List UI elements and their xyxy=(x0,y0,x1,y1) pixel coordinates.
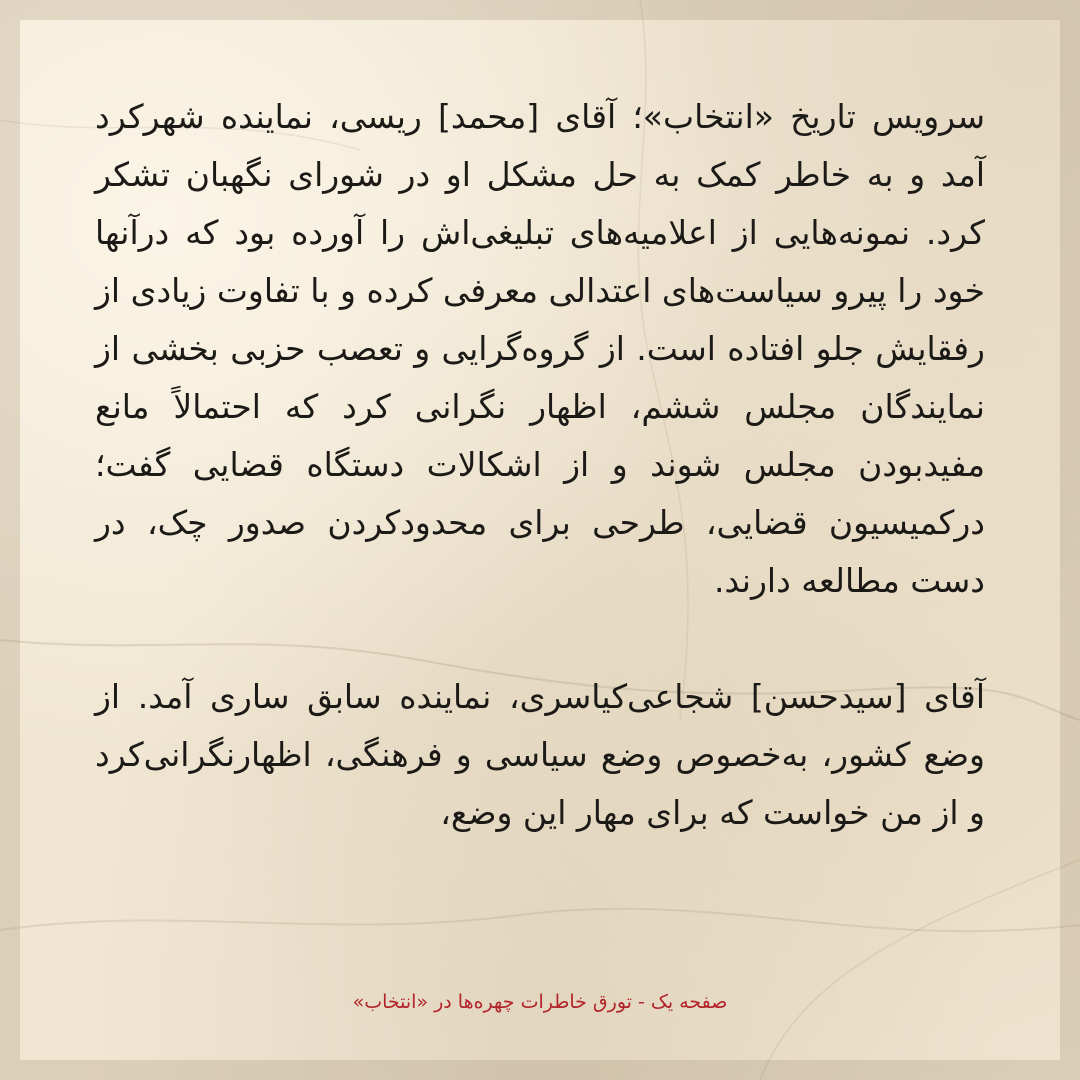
memoir-paragraph-2: آقای [سیدحسن] شجاعی‌کیاسری، نماینده سابق ساری آمد. از وضع کشور، به‌خصوص وضع سیاسی و فرهنگی، اظهارنگرانی‌کرد و از من خواست که برای مهار این وضع، xyxy=(95,677,985,832)
paragraph-gap xyxy=(95,610,985,668)
footer-caption: صفحه یک - تورق خاطرات چهره‌ها در «انتخاب» xyxy=(352,991,728,1013)
paper-crease xyxy=(0,909,1080,931)
memoir-body xyxy=(95,88,985,842)
paper-crease xyxy=(760,860,1080,1080)
memoir-paragraph-1: سرویس تاریخ «انتخاب»؛ آقای [محمد] ریسی، نماینده شهرکرد آمد و به خاطر کمک به حل مشکل او در شورای نگهبان تشکر کرد. نمونه‌هایی از اعلامیه‌های تبلیغی‌اش را آورده بود که درآنها خود را پیرو سیاست‌های اعتدالی معرفی کرده و با تفاوت زیادی از رفقایش جلو افتاده است. از گروه‌گرایی و تعصب حزبی بخشی از نمایندگان مجلس ششم، اظهار نگرانی کرد که احتمالاً مانع مفیدبودن مجلس شوند و از اشکالات دستگاه قضایی گفت؛ درکمیسیون قضایی، طرحی برای محدودکردن صدور چک، در دست مطالعه دارند. xyxy=(95,97,985,600)
